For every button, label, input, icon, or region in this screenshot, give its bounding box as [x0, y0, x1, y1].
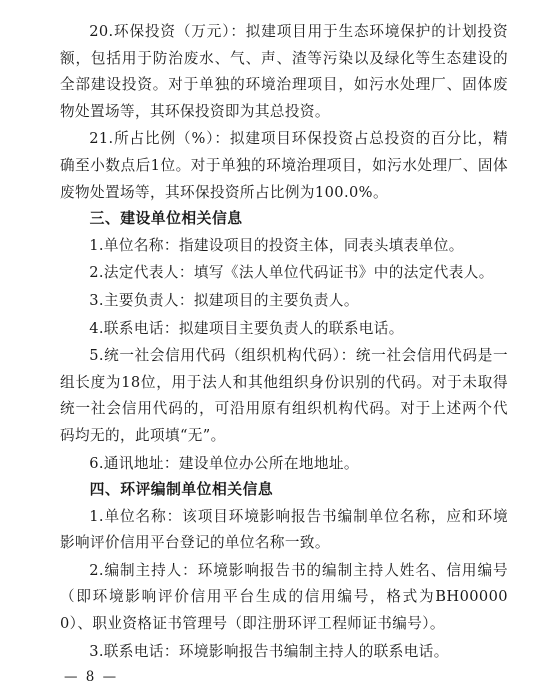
section-heading-construction-unit: 三、建设单位相关信息 [89, 210, 243, 228]
paragraph-env-investment: 20.环保投资（万元）：拟建项目用于生态环境保护的计划投资额，包括用于防治废水、气、声、渣等污染以及绿化等生态建设的全部建设投资。对于单独的环境治理项目，如污水处理厂、固体废物处置场等，其环保投资即为其总投资。 [60, 23, 508, 120]
paragraph-proportion: 21.所占比例（%）：拟建项目环保投资占总投资的百分比，精确至小数点后1位。对于单独的环境治理项目，如污水处理厂、固体废物处置场等，其环保投资所占比例为100.0%。 [60, 130, 508, 201]
page-number: — 8 — [64, 669, 119, 685]
paragraph-legal-rep: 2.法定代表人：填写《法人单位代码证书》中的法定代表人。 [89, 264, 494, 282]
paragraph-main-person: 3.主要负责人：拟建项目的主要负责人。 [89, 291, 359, 309]
section-heading-eia-unit: 四、环评编制单位相关信息 [89, 481, 274, 499]
paragraph-phone: 4.联系电话：拟建项目主要负责人的联系电话。 [89, 319, 404, 337]
paragraph-eia-phone: 3.联系电话：环境影响报告书编制主持人的联系电话。 [89, 642, 449, 660]
paragraph-eia-host: 2.编制主持人：环境影响报告书的编制主持人姓名、信用编号（即环境影响评价信用平台生成的信用编号，格式为BH000000）、职业资格证书管理号（即注册环评工程师证书编号）。 [60, 561, 508, 633]
paragraph-address: 6.通讯地址：建设单位办公所在地地址。 [89, 454, 359, 472]
document-body [60, 19, 508, 665]
paragraph-eia-unit-name: 1.单位名称：该项目环境影响报告书编制单位名称，应和环境影响评价信用平台登记的单位名称一致。 [60, 507, 508, 552]
paragraph-credit-code: 5.统一社会信用代码（组织机构代码）：统一社会信用代码是一组长度为18位，用于法人和其他组织身份识别的代码。对于未取得统一社会信用代码的，可沿用原有组织机构代码。对于上述两个代码均无的，此项填“无”。 [60, 347, 508, 444]
paragraph-unit-name: 1.单位名称：指建设项目的投资主体，同表头填表单位。 [89, 236, 464, 254]
